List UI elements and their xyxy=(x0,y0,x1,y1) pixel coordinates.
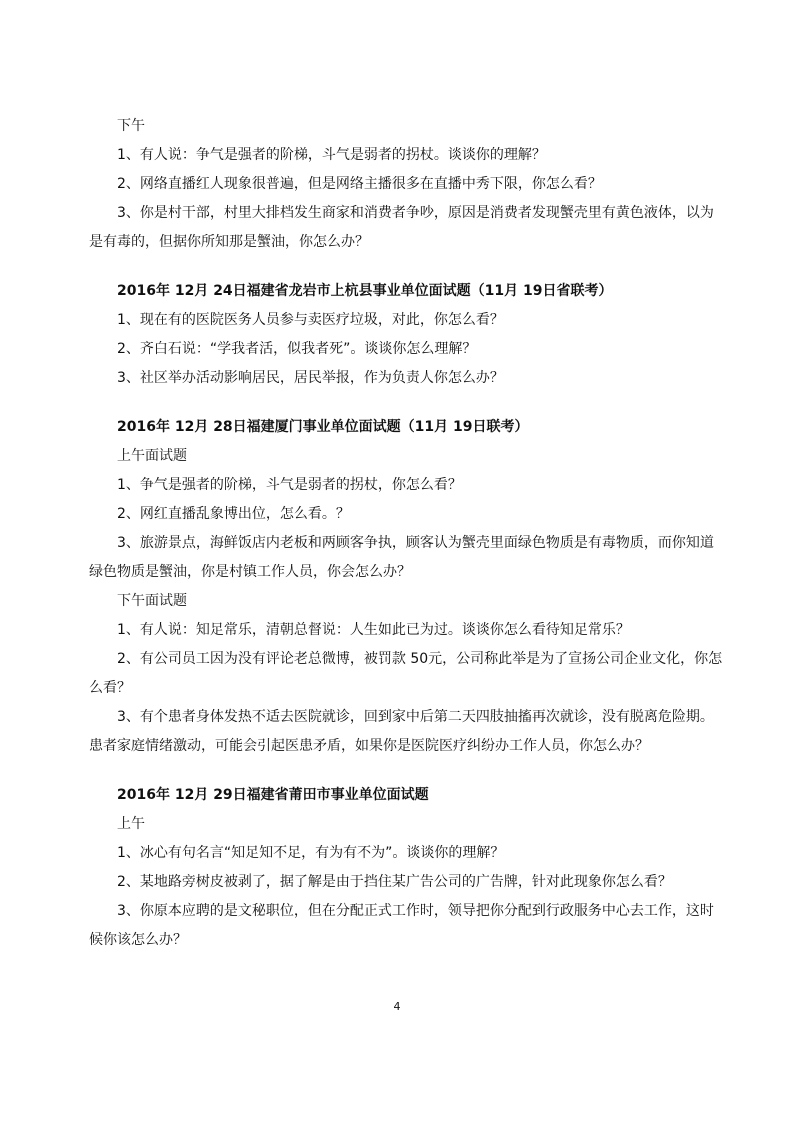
question-item: 2、网红直播乱象博出位，怎么看。？ xyxy=(117,506,350,522)
question-item: 2、网络直播红人现象很普遍，但是网络主播很多在直播中秀下限，你怎么看？ xyxy=(117,176,602,192)
section-label: 上午 xyxy=(117,816,145,832)
question-line: 3、有个患者身体发热不适去医院就诊，回到家中后第二天四肢抽搐再次就诊，没有脱离危险期。 xyxy=(117,709,714,725)
section-gap xyxy=(89,761,719,781)
section-gap xyxy=(89,257,719,277)
question-item: 1、现在有的医院医务人员参与卖医疗垃圾，对此，你怎么看？ xyxy=(117,312,504,328)
question-item xyxy=(89,529,719,587)
question-item: 3、社区举办活动影响居民，居民举报，作为负责人你怎么办？ xyxy=(117,370,504,386)
question-line: 3、你是村干部，村里大排档发生商家和消费者争吵，原因是消费者发现蟹壳里有黄色液体，以为 xyxy=(117,205,714,221)
section-heading: 2016年 12月 28日福建厦门事业单位面试题（11月 19日联考） xyxy=(117,419,529,435)
question-item: 2、齐白石说：“学我者活，似我者死”。谈谈你怎么理解？ xyxy=(117,341,477,357)
question-item xyxy=(89,703,719,761)
question-line: 2、有公司员工因为没有评论老总微博，被罚款 50元，公司称此举是为了宣扬公司企业文化，你怎 xyxy=(117,651,723,667)
page-content xyxy=(89,112,723,955)
section-longyan-shanghang xyxy=(89,277,719,393)
question-item: 1、有人说：争气是强者的阶梯，斗气是弱者的拐杖。谈谈你的理解？ xyxy=(117,147,546,163)
section-label: 下午面试题 xyxy=(117,593,187,609)
question-line: 候你该怎么办？ xyxy=(89,932,187,948)
question-item: 2、某地路旁树皮被剥了，据了解是由于挡住某广告公司的广告牌，针对此现象你怎么看？ xyxy=(117,874,672,890)
section-xiamen xyxy=(89,413,723,761)
section-putian xyxy=(89,781,719,955)
question-item: 1、冰心有句名言“知足知不足，有为有不为”。谈谈你的理解？ xyxy=(117,845,505,861)
question-line: 么看？ xyxy=(89,680,131,696)
question-line: 绿色物质是蟹油，你是村镇工作人员，你会怎么办？ xyxy=(89,564,411,580)
section-heading: 2016年 12月 24日福建省龙岩市上杭县事业单位面试题（11月 19日省联考） xyxy=(117,283,613,299)
question-item xyxy=(89,199,719,257)
question-line: 患者家庭情绪激动，可能会引起医患矛盾，如果你是医院医疗纠纷办工作人员，你怎么办？ xyxy=(89,738,649,754)
question-item: 1、争气是强者的阶梯，斗气是弱者的拐杖，你怎么看？ xyxy=(117,477,462,493)
section-gap xyxy=(89,393,719,413)
section-heading: 2016年 12月 29日福建省莆田市事业单位面试题 xyxy=(117,787,429,803)
question-item xyxy=(89,645,723,703)
section-afternoon-continued xyxy=(89,112,719,257)
question-item: 1、有人说：知足常乐，清朝总督说：人生如此已为过。谈谈你怎么看待知足常乐？ xyxy=(117,622,630,638)
page-number: 4 xyxy=(393,1000,401,1013)
question-line: 3、旅游景点，海鲜饭店内老板和两顾客争执，顾客认为蟹壳里面绿色物质是有毒物质，而你知道 xyxy=(117,535,714,551)
question-item xyxy=(89,897,719,955)
section-label: 上午面试题 xyxy=(117,448,187,464)
section-label: 下午 xyxy=(117,118,145,134)
question-line: 是有毒的，但据你所知那是蟹油，你怎么办？ xyxy=(89,234,369,250)
question-line: 3、你原本应聘的是文秘职位，但在分配正式工作时，领导把你分配到行政服务中心去工作，这时 xyxy=(117,903,714,919)
